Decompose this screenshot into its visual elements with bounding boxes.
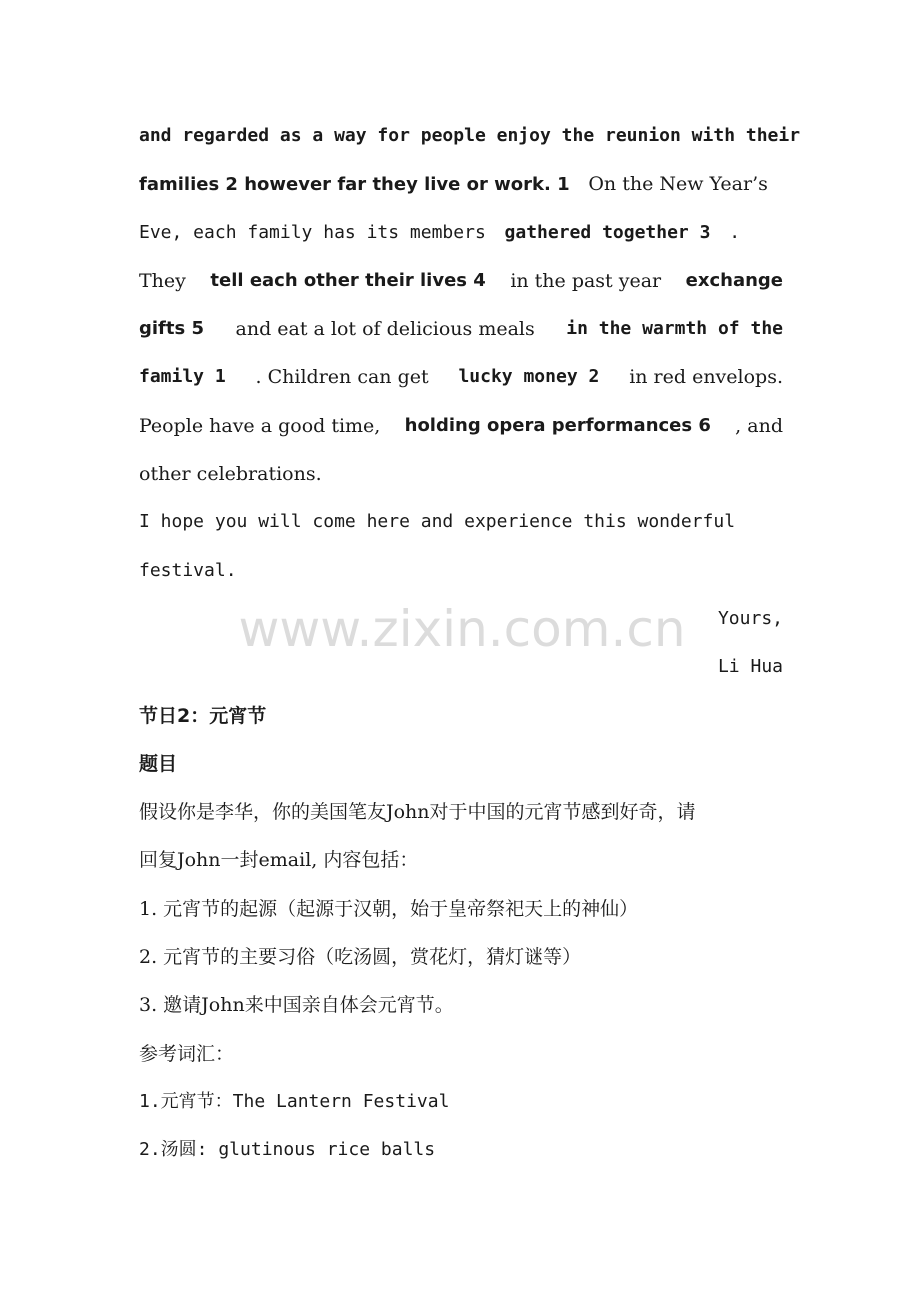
- letter-text: in the past year: [510, 269, 662, 292]
- prompt-line-2: 回复John一封email, 内容包括：: [139, 849, 419, 872]
- letter-text: in red envelops.: [629, 366, 783, 389]
- letter-line-7: [139, 402, 783, 450]
- letter-closing: Yours,: [717, 607, 783, 629]
- letter-signature: Li Hua: [717, 656, 783, 678]
- letter-line-9: I hope you will come here and experience this wonderful: [139, 511, 736, 533]
- answer-text: gifts 5: [139, 318, 204, 340]
- letter-text: . Children can get: [255, 366, 429, 389]
- answer-text: in the warmth of the: [566, 318, 783, 340]
- letter-line-10: festival.: [139, 559, 237, 581]
- document-body: [139, 112, 801, 1175]
- letter-text: They: [139, 269, 186, 292]
- letter-line-3: [139, 209, 783, 257]
- answer-text: family 1: [139, 366, 226, 388]
- letter-text: Eve, each family has its members: [139, 221, 486, 243]
- answer-text: families 2 however far they live or work. 1: [139, 174, 570, 196]
- requirement-item: 2. 元宵节的主要习俗（吃汤圆，赏花灯，猜灯谜等）: [139, 946, 582, 969]
- answer-text: exchange: [685, 269, 783, 291]
- letter-line-4: [139, 257, 783, 305]
- vocab-item: 1.元宵节：The Lantern Festival: [139, 1090, 450, 1112]
- letter-line-5: [139, 305, 783, 353]
- requirement-item: 1. 元宵节的起源（起源于汉朝，始于皇帝祭祀天上的神仙）: [139, 897, 639, 920]
- section-subheading: 题目: [139, 752, 178, 775]
- letter-text: , and: [735, 414, 783, 437]
- letter-text: and eat a lot of delicious meals: [235, 318, 535, 341]
- answer-text: tell each other their lives 4: [210, 269, 486, 291]
- answer-text: lucky money 2: [458, 366, 600, 388]
- answer-text: holding opera performances 6: [404, 414, 711, 436]
- vocab-heading: 参考词汇：: [139, 1042, 235, 1065]
- letter-line-2: [139, 160, 783, 208]
- requirement-item: 3. 邀请John来中国亲自体会元宵节。: [139, 994, 454, 1017]
- watermark: www.zixin.com.cn: [238, 600, 686, 658]
- letter-line-6: [139, 353, 783, 401]
- letter-line-8: other celebrations.: [139, 463, 322, 486]
- answer-text: gathered together 3: [504, 221, 711, 243]
- letter-text: On the New Year’s: [588, 173, 768, 196]
- section-heading: 节日2：元宵节: [139, 704, 267, 727]
- letter-text: .: [729, 221, 741, 243]
- letter-text: People have a good time,: [139, 414, 381, 437]
- vocab-item: 2.汤圆: glutinous rice balls: [139, 1139, 436, 1161]
- letter-line-1: and regarded as a way for people enjoy the reunion with their: [139, 125, 801, 146]
- prompt-line-1: 假设你是李华，你的美国笔友John对于中国的元宵节感到好奇，请: [139, 801, 696, 824]
